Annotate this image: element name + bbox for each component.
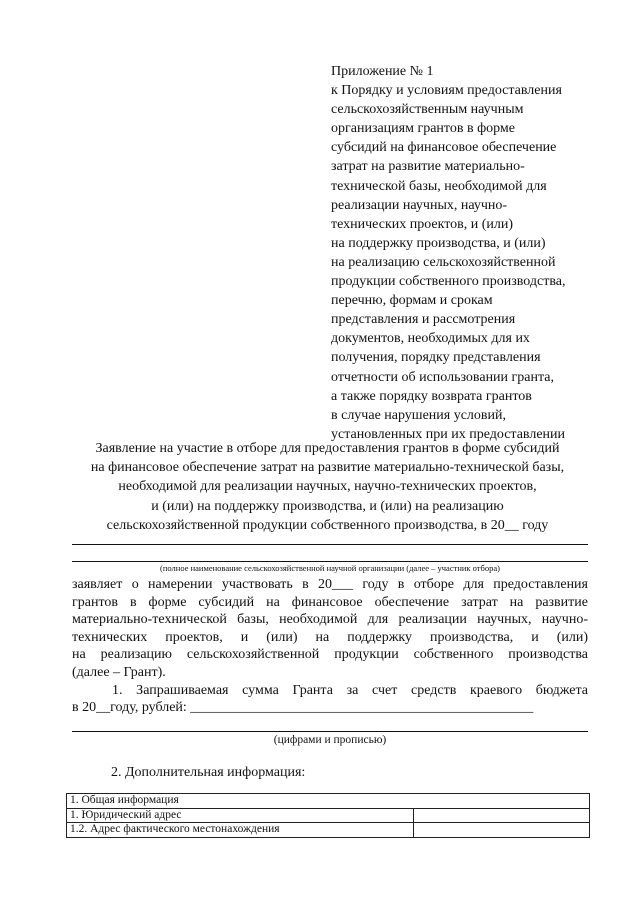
annex-line: технических проектов, и (или) [331,216,514,232]
annex-line: реализации научных, научно- [331,197,508,213]
annex-line: продукции собственного производства, [331,274,566,290]
title-line: сельскохозяйственной продукции собственного производства, в 20__ году [106,517,549,533]
annex-line: технической базы, необходимой для [331,178,547,194]
annex-line: получения, порядку представления [331,350,541,366]
org-name-line-2[interactable] [72,561,588,562]
org-name-line-1[interactable] [72,544,588,545]
table-row [67,823,590,838]
annex-line: сельскохозяйственным научным [331,102,524,118]
annex-line: документов, необходимых для их [331,331,530,347]
additional-info-table [66,793,590,838]
amount-caption: (цифрами и прописью) [273,734,387,746]
intent-line: технических проектов, и (или) на поддержку производства, и (или) [72,629,588,645]
amount-line[interactable] [72,731,588,732]
title-line: необходимой для реализации научных, научно-технических проектов, [118,479,537,495]
annex-line: отчетности об использовании гранта, [331,369,554,385]
annex-line: организациям грантов в форме [331,121,516,137]
annex-line: Приложение № 1 [331,64,434,79]
statement-title [40,439,615,535]
item-1-paragraph [72,682,588,700]
amount-row[interactable]: в 20__году, рублей: _________________________________________________ [72,700,534,715]
org-name-caption: (полное наименование сельскохозяйственной научной организации (далее – участник отбора) [160,563,500,573]
annex-line: в случае нарушения условий, [331,407,507,423]
table-cell-label: 1. Юридический адрес [67,808,414,823]
table-row [67,808,590,823]
annex-line: перечню, формам и срокам [331,293,493,309]
annex-line: на реализацию сельскохозяйственной [331,254,556,270]
annex-line: а также порядку возврата грантов [331,388,532,404]
intent-line: грантов в форме субсидий на финансовое обеспечение затрат на развитие [72,594,588,610]
intent-paragraph [72,576,588,682]
annex-line: на поддержку производства, и (или) [331,235,546,251]
annex-line: субсидий на финансовое обеспечение [331,140,557,156]
table-row [67,794,590,809]
intent-line: на реализацию сельскохозяйственной продукции собственного производства [72,647,588,663]
title-line: Заявление на участие в отборе для предоставления грантов в форме субсидий [95,441,560,456]
annex-line: затрат на развитие материально- [331,159,525,175]
table-cell-label: 1. Общая информация [67,794,590,809]
table-cell-label: 1.2. Адрес фактического местонахождения [67,823,414,838]
intent-line: (далее – Грант). [72,664,166,680]
annex-header [331,62,631,444]
annex-line: установленных при их предоставлении [331,426,566,442]
annex-line: к Порядку и условиям предоставления [331,83,562,99]
intent-line: заявляет о намерении участвовать в 20___ году в отборе для предоставления [72,577,588,592]
intent-line: материально-технической базы, необходимой для реализации научных, научно- [72,612,588,628]
annex-line: представления и рассмотрения [331,312,516,328]
title-line: на финансовое обеспечение затрат на развитие материально-технической базы, [90,460,565,476]
table-cell-value[interactable] [414,808,590,823]
title-line: и (или) на поддержку производства, и (или) на реализацию [151,498,504,514]
item-1-text: 1. Запрашиваемая сумма Гранта за счет средств краевого бюджета [112,683,588,698]
table-cell-value[interactable] [414,823,590,838]
item-2-heading: 2. Дополнительная информация: [111,765,306,780]
